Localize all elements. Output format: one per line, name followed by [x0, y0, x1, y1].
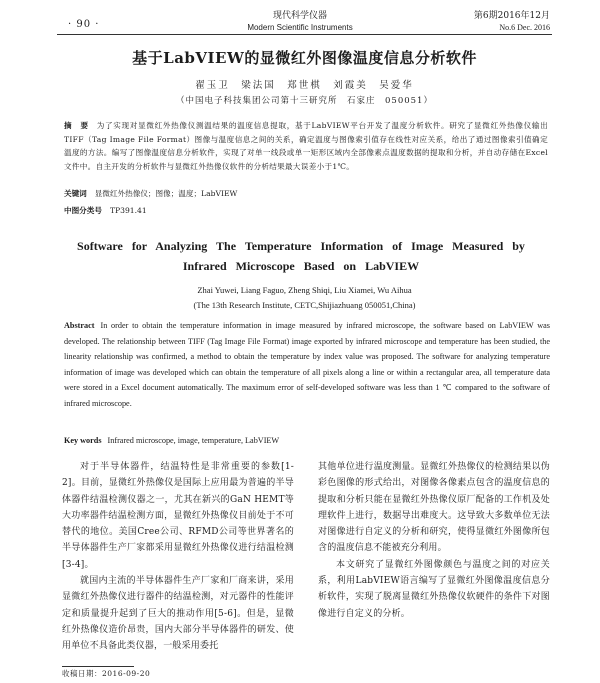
abstract-en-text: In order to obtain the temperature information in image measured by infrared microscope, the software based on LabVIEW was developed. The relationship between TIFF (Tag Image File Format) image exported by infrared microscope and temperature has been studied, the linearity relationship was confirmed, a method to obtain the temperature by index value was proposed. The software for analyzing temperature information of image was developed which can obtain the temperature of all pixels along a line or within a rectangular area, all temperature data were stored in a Excel document automatically. The maximum error of self-developed software was less than 1 ℃ compared to the software of infrared microscope. — [64, 321, 550, 408]
keywords-en-label: Key words — [64, 436, 102, 445]
footnote-divider — [62, 666, 134, 667]
page-number: · 90 · — [68, 19, 100, 30]
received-date-footnote: 收稿日期：2016-09-20 — [62, 669, 151, 678]
keywords-en-text: Infrared microscope, image, temperature, LabVIEW — [107, 436, 280, 445]
keywords-cn-label: 关键词 — [64, 189, 87, 198]
affiliation-en: (The 13th Research Institute, CETC,Shijiazhuang 050051,China) — [193, 300, 416, 310]
body-column-left — [62, 459, 294, 655]
keywords-cn-text: 显微红外热像仪；图像；温度；LabVIEW — [94, 189, 238, 198]
authors-cn: 翟玉卫 梁法国 郑世棋 刘霞美 吴爱华 — [195, 80, 414, 91]
body-column-right — [318, 459, 550, 622]
body-paragraph: 其他单位进行温度测量。显微红外热像仪的检测结果以伪彩色图像的形式给出，对图像各像素点包含的温度信息的提取和分析只能在显微红外热像仪原厂配备的工作机及处理软件上进行，数据导出难度大。这导致大多数单位无法对图像进行自定义的分析和研究，使得显微红外图像所包含的温度信息不能被充分利用。 — [318, 462, 550, 554]
abstract-en-label: Abstract — [64, 321, 95, 330]
affiliation-cn: （中国电子科技集团公司第十三研究所 石家庄 050051） — [176, 96, 433, 106]
paper-title-en: Software for Analyzing The Temperature Information of Image Measured by Infrared Microscope Based on LabVIEW — [77, 239, 525, 273]
journal-name-en: Modern Scientific Instruments — [247, 23, 353, 32]
body-paragraph: 对于半导体器件，结温特性是非常重要的参数[1-2]。目前，显微红外热像仪是国际上应用最为普遍的半导体器件结温检测仪器之一，尤其在新兴的GaN HEMT等大功率器件结温检测方面，显微红外热像仪目前处于不可替代的地位。美国Cree公司、RFMD公司等世界著名的半导体器件生产厂家都采用显微红外热像仪进行结温检测[3-4]。 — [62, 462, 294, 570]
issue-en: No.6 Dec. 2016 — [499, 23, 550, 32]
journal-name-cn: 现代科学仪器 — [272, 11, 327, 21]
journal-name — [230, 11, 370, 33]
abstract-cn-text: 为了实现对显微红外热像仪测温结果的温度信息提取，基于LabVIEW平台开发了温度分析软件。研究了显微红外热像仪输出TIFF（Tag Image File Format）图像与温度信息之间的关系，确定温度与图像索引值存在线性对应关系，给出了通过图像索引值确定温度的方法。编写了图像温度信息分析软件，实现了对单一线段或单一矩形区域内全部像素点温度数据的提取和分析，并自动存储在Excel文件中。自主开发的分析软件与显微红外热像仪软件的分析结果最大误差小于1℃。 — [64, 121, 549, 171]
keywords-en — [64, 436, 550, 445]
classification-text: TP391.41 — [109, 206, 147, 215]
paper-title-cn: 基于LabVIEW的显微红外图像温度信息分析软件 — [132, 49, 477, 67]
authors-en: Zhai Yuwei, Liang Faguo, Zheng Shiqi, Liu Xiamei, Wu Aihua — [197, 285, 412, 295]
abstract-cn-label: 摘 要 — [64, 121, 89, 130]
body-paragraph: 本文研究了显微红外图像颜色与温度之间的对应关系，利用LabVIEW语言编写了显微红外图像温度信息分析软件，实现了脱离显微红外热像仪软硬件的条件下对图像进行自定义的分析。 — [318, 559, 550, 619]
classification-label: 中图分类号 — [64, 206, 102, 215]
issue-info — [440, 11, 550, 33]
header-divider — [57, 34, 552, 35]
abstract-en — [64, 318, 550, 412]
issue-cn: 第6期2016年12月 — [473, 11, 550, 21]
keywords-cn — [64, 188, 548, 199]
abstract-cn — [64, 119, 548, 173]
body-paragraph: 就国内主流的半导体器件生产厂家和厂商来讲，采用显微红外热像仪进行器件的结温检测，对元器件的性能评定和质量提升起到了巨大的推动作用[5-6]。但是，显微红外热像仪造价昂贵，国内大部分半导体器件的研发、使用单位不具备此类仪器，一般采用委托 — [62, 576, 294, 652]
classification-number — [64, 205, 548, 216]
